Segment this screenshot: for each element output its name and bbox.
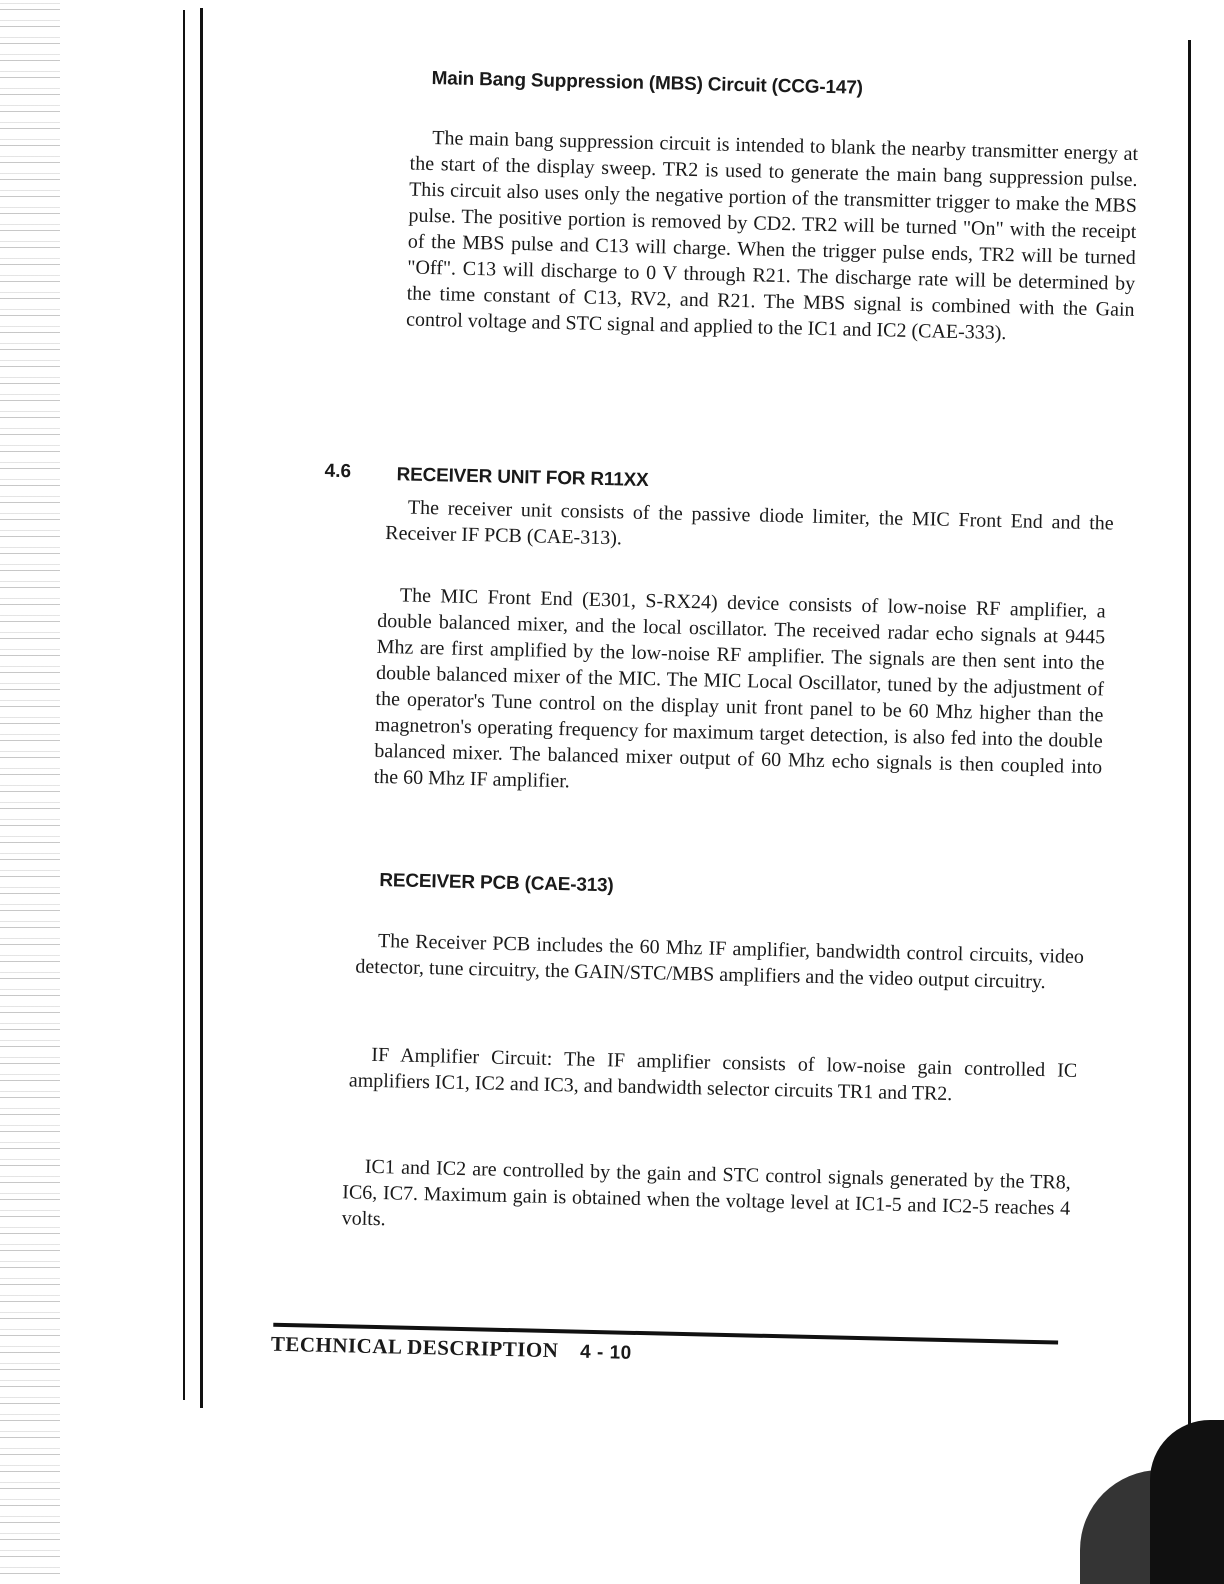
receiver-unit-heading: RECEIVER UNIT FOR R11XX: [396, 464, 649, 492]
receiver-unit-heading-block: [396, 464, 996, 500]
mbs-heading: Main Bang Suppression (MBS) Circuit (CCG-147): [431, 67, 863, 99]
page-right-edge: [1188, 40, 1191, 1440]
footer-page-number: 4 - 10: [579, 1341, 632, 1364]
mbs-section: [431, 68, 1131, 106]
if-paragraph-block: [349, 1041, 1078, 1110]
pcb-paragraph: The Receiver PCB includes the 60 Mhz IF amplifier, bandwidth control circuits, video detector, tune circuitry, the GAIN/STC/MBS amplifiers and the video output circuitry.: [355, 929, 1085, 994]
pcb-heading-block: [379, 870, 979, 906]
receiver-unit-paragraph: The receiver unit consists of the passive diode limiter, the MIC Front End and the Receiver IF PCB (CAE-313).: [385, 496, 1114, 550]
binding-edge-shadow: [0, 0, 60, 1584]
mbs-paragraph: The main bang suppression circuit is intended to blank the nearby transmitter energy at the start of the display sweep. TR2 is used to generate the main bang suppression pulse. This circuit also uses only the negative portion of the transmitter trigger to make the MBS pulse. The positive portion is removed by CD2. TR2 will be turned "On" with the receipt of the MBS pulse and C13 will charge. When the trigger pulse ends, TR2 will be turned "Off". C13 will discharge to 0 V through R21. The discharge rate will be determined by the time constant of C13, RV2, and R21. The MBS signal is combined with the Gain control voltage and STC signal and applied to the IC1 and IC2 (CAE-333).: [405, 127, 1139, 345]
receiver-unit-paragraph-block: [385, 494, 1114, 563]
mic-paragraph: The MIC Front End (E301, S-RX24) device consists of low-noise RF amplifier, a double balanced mixer, and the local oscillator. The received radar echo signals at 9445 Mhz are first amplified by the low-noise RF amplifier. The signals are then sent into the double balanced mixer of the MIC. The MIC Local Oscillator, tuned by the adjustment of the operator's Tune control on the display unit front panel to be 60 Mhz higher than the magnetron's operating frequency for maximum target detection, is also fed into the double balanced mixer. The balanced mixer output of 60 Mhz echo signals is then coupled into the 60 Mhz IF amplifier.: [373, 584, 1106, 793]
if-amplifier-paragraph: IF Amplifier Circuit: The IF amplifier consists of low-noise gain controlled IC amplifiers IC1, IC2 and IC3, and bandwidth selector circuits TR1 and TR2.: [348, 1043, 1078, 1106]
pcb-paragraph-block: [355, 928, 1084, 997]
pcb-heading: RECEIVER PCB (CAE-313): [379, 870, 614, 897]
page-corner-shadow-2: [1080, 1470, 1190, 1584]
mbs-paragraph-block: [406, 125, 1139, 349]
document-page: [270, 60, 1140, 1364]
page-margin-line: [183, 10, 185, 1400]
page-margin-line-2: [200, 8, 203, 1408]
mic-paragraph-block: [373, 582, 1106, 806]
footer-label: [271, 1332, 632, 1365]
ic-control-paragraph: IC1 and IC2 are controlled by the gain and STC control signals generated by the TR8, IC6, IC7. Maximum gain is obtained when the voltage level at IC1-5 and IC2-5 reaches 4 volts.: [341, 1155, 1071, 1231]
footer-title: TECHNICAL DESCRIPTION: [270, 1331, 559, 1363]
section-number: 4.6: [324, 460, 352, 483]
ic-paragraph-block: [341, 1153, 1071, 1247]
